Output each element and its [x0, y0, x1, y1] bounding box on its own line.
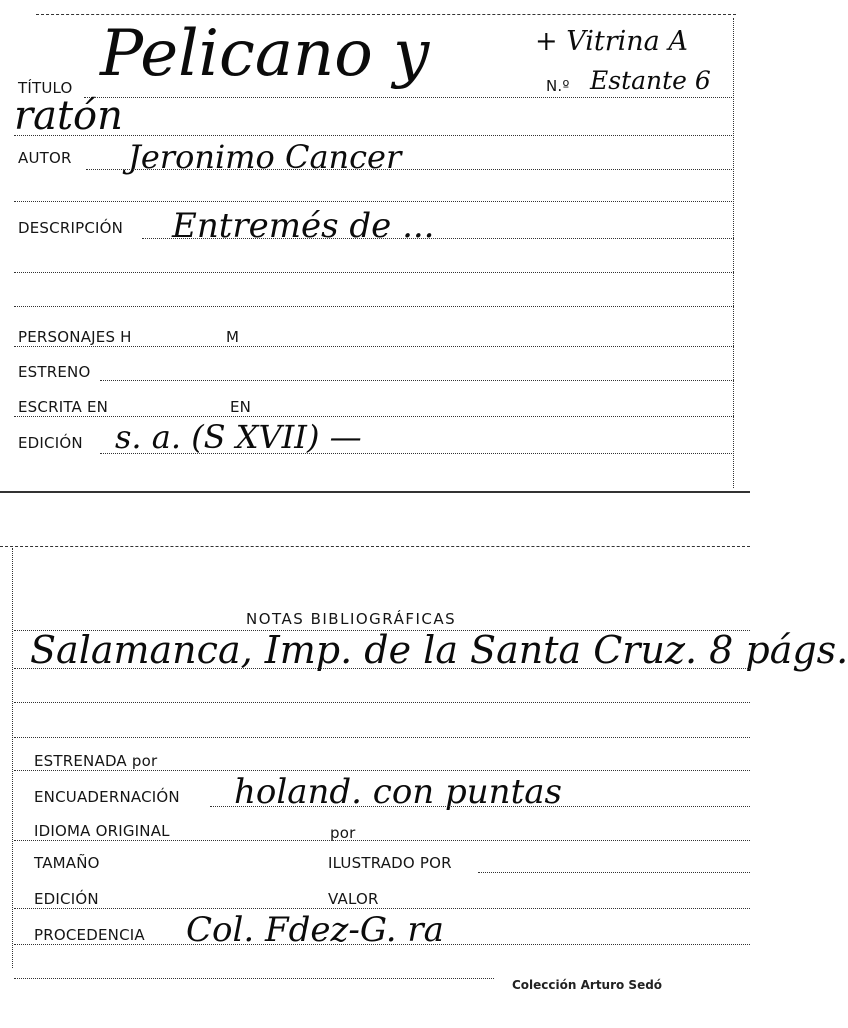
valor-label: VALOR: [328, 890, 379, 908]
titulo-line: [84, 97, 734, 98]
ilustrado-por-label: ILUSTRADO POR: [328, 854, 452, 872]
idioma-original-label: IDIOMA ORIGINAL: [34, 822, 170, 840]
vitrina-handwriting: + Vitrina A: [535, 26, 688, 57]
estrenada-line: [14, 770, 750, 771]
notas-line-4: [14, 737, 750, 738]
encuadernacion-line: [210, 806, 750, 807]
top-card-right-border: [733, 18, 734, 488]
titulo-line-2: [14, 135, 734, 136]
escrita-en-2-label: EN: [230, 398, 252, 416]
notas-line-3: [14, 702, 750, 703]
escrita-line: [14, 416, 734, 417]
bottom-edicion-label: EDICIÓN: [34, 890, 99, 908]
autor-label: AUTOR: [18, 149, 72, 167]
personajes-m-label: M: [226, 328, 240, 346]
estreno-label: ESTRENO: [18, 363, 91, 381]
procedencia-label: PROCEDENCIA: [34, 926, 145, 944]
top-card-bottom-edge: [0, 491, 750, 493]
titulo-handwriting-line2: ratón: [14, 93, 123, 139]
estrenada-por-label: ESTRENADA por: [34, 752, 158, 770]
estante-handwriting: Estante 6: [590, 66, 711, 95]
titulo-handwriting-line1: Pelicano y: [100, 17, 430, 91]
edicion-handwriting: s. a. (S XVII) —: [115, 418, 362, 456]
bottom-card-top-border: [0, 546, 750, 547]
descripcion-line-2: [14, 272, 734, 273]
edicion-bottom-line: [14, 908, 750, 909]
notas-label: NOTAS BIBLIOGRÁFICAS: [246, 610, 457, 628]
escrita-en-label: ESCRITA EN: [18, 398, 109, 416]
encuadernacion-label: ENCUADERNACIÓN: [34, 788, 180, 806]
descripcion-handwriting: Entremés de ...: [172, 206, 435, 246]
procedencia-line: [14, 944, 750, 945]
descripcion-line: [142, 238, 734, 239]
por-label: por: [330, 824, 356, 842]
notas-line-1: [14, 630, 750, 631]
titulo-label: TÍTULO: [18, 79, 73, 97]
personajes-h-label: PERSONAJES H: [18, 328, 132, 346]
procedencia-line-2: [14, 978, 494, 979]
estreno-line: [100, 380, 734, 381]
collection-footer: Colección Arturo Sedó: [512, 978, 663, 992]
autor-line-2: [14, 201, 734, 202]
top-card-top-border: [36, 14, 736, 15]
descripcion-line-3: [14, 306, 734, 307]
descripcion-label: DESCRIPCIÓN: [18, 219, 124, 237]
bottom-card-left-border: [12, 548, 13, 968]
personajes-line: [14, 346, 734, 347]
estante-label: N.º: [546, 77, 570, 95]
autor-handwriting: Jeronimo Cancer: [128, 138, 402, 176]
edicion-label: EDICIÓN: [18, 434, 83, 452]
tamano-line: [478, 872, 750, 873]
tamano-label: TAMAÑO: [34, 854, 100, 872]
idioma-line: [14, 840, 750, 841]
notas-line-2: [14, 668, 750, 669]
procedencia-handwriting: Col. Fdez-G. ra: [186, 910, 444, 950]
encuadernacion-handwriting: holand. con puntas: [234, 772, 562, 812]
notas-handwriting: Salamanca, Imp. de la Santa Cruz. 8 págs.: [30, 628, 848, 672]
autor-line: [86, 169, 734, 170]
edicion-line: [100, 453, 734, 454]
